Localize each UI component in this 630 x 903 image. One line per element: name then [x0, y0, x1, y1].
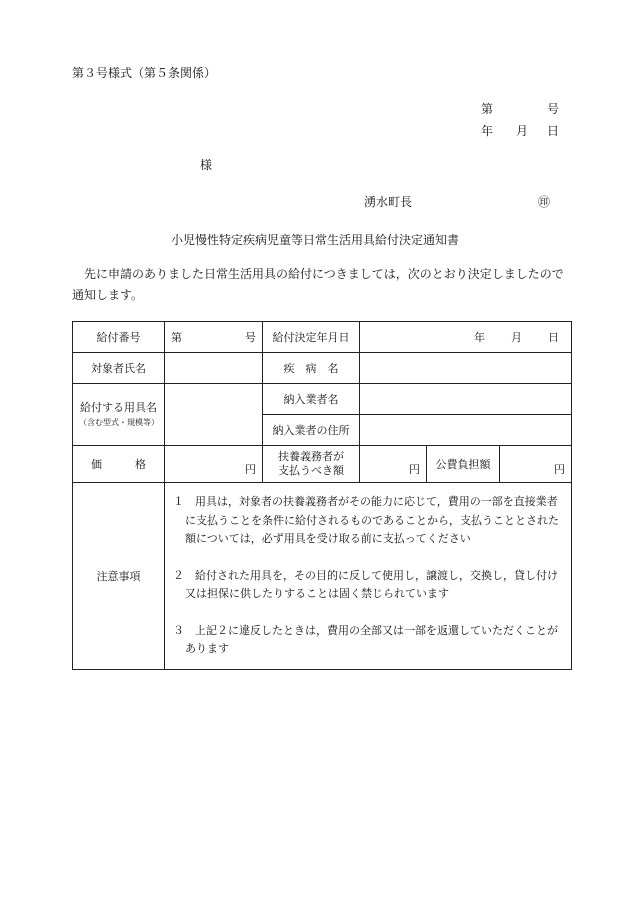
public-burden-label: 公費負担額 [427, 446, 500, 483]
table-row [73, 353, 572, 384]
disease-label: 疾 病 名 [263, 353, 360, 384]
equipment-value [165, 384, 263, 446]
decision-date-day: 日 [548, 331, 560, 344]
note-item: １ 用具は，対象者の扶養義務者がその能力に応じて，費用の一部を直接業者に支払うことを条件に給付されるものであることから，支払うこととされた額については，必ず用具を受け取る前に支払ってください [173, 495, 559, 545]
payable-label-cell [263, 446, 360, 483]
table-row [73, 483, 572, 670]
payable-label-line1: 扶養義務者が [278, 450, 344, 463]
intro-paragraph: 先に申請のありました日常生活用具の給付につきましては，次のとおり決定しましたので通知します。 [72, 267, 564, 302]
doc-date-month: 月 [516, 124, 529, 138]
doc-date-day: 日 [546, 124, 559, 138]
decision-date-label: 給付決定年月日 [263, 322, 360, 353]
payable-label-line2: 支払うべき額 [278, 464, 344, 477]
equipment-label-cell [73, 384, 165, 446]
table-row [73, 322, 572, 353]
payable-cell [360, 446, 427, 483]
public-burden-yen: 円 [554, 463, 566, 476]
supplier-name-value [360, 384, 572, 415]
equipment-sub-label: （含む型式・規模等） [79, 417, 159, 427]
table-row [73, 384, 572, 415]
note-item: ２ 給付された用具を，その目的に反して使用し，譲渡し，交換し，貸し付け又は担保に供したりすることは固く禁じられています [173, 568, 558, 600]
equipment-label: 給付する用具名 [80, 400, 157, 414]
decision-table [72, 321, 572, 670]
sender: 湧水町長 [364, 195, 413, 209]
table-row [73, 446, 572, 483]
payment-number-dai: 第 [171, 331, 182, 344]
decision-date-cell [360, 322, 572, 353]
seal-mark: ㊞ [538, 195, 551, 209]
price-cell [165, 446, 263, 483]
payable-yen: 円 [409, 463, 420, 476]
doc-date-year: 年 [481, 124, 494, 138]
supplier-name-label: 納入業者名 [263, 384, 360, 415]
supplier-address-value [360, 415, 572, 446]
supplier-address-label: 納入業者の住所 [263, 415, 360, 446]
payment-number-go: 号 [245, 331, 256, 344]
price-label: 価 格 [73, 446, 165, 483]
notes-cell [165, 483, 572, 670]
note-item: ３ 上記２に違反したときは，費用の全部又は一部を返還していただくことがあります [173, 623, 558, 655]
disease-value [360, 353, 572, 384]
document-title: 小児慢性特定疾病児童等日常生活用具給付決定通知書 [170, 233, 459, 247]
decision-date-year: 年 [474, 331, 486, 344]
subject-name-value [165, 353, 263, 384]
subject-name-label: 対象者氏名 [73, 353, 165, 384]
form-number: 第３号様式（第５条関係） [72, 66, 217, 80]
doc-no-dai: 第 [481, 102, 494, 116]
payment-number-cell [165, 322, 263, 353]
public-burden-cell [500, 446, 572, 483]
price-yen: 円 [245, 463, 256, 476]
addressee: 様 [200, 158, 213, 172]
payment-number-label: 給付番号 [73, 322, 165, 353]
decision-date-month: 月 [511, 331, 523, 344]
doc-no-go: 号 [546, 102, 559, 116]
document-number-block [481, 100, 563, 144]
notes-label: 注意事項 [73, 483, 165, 670]
